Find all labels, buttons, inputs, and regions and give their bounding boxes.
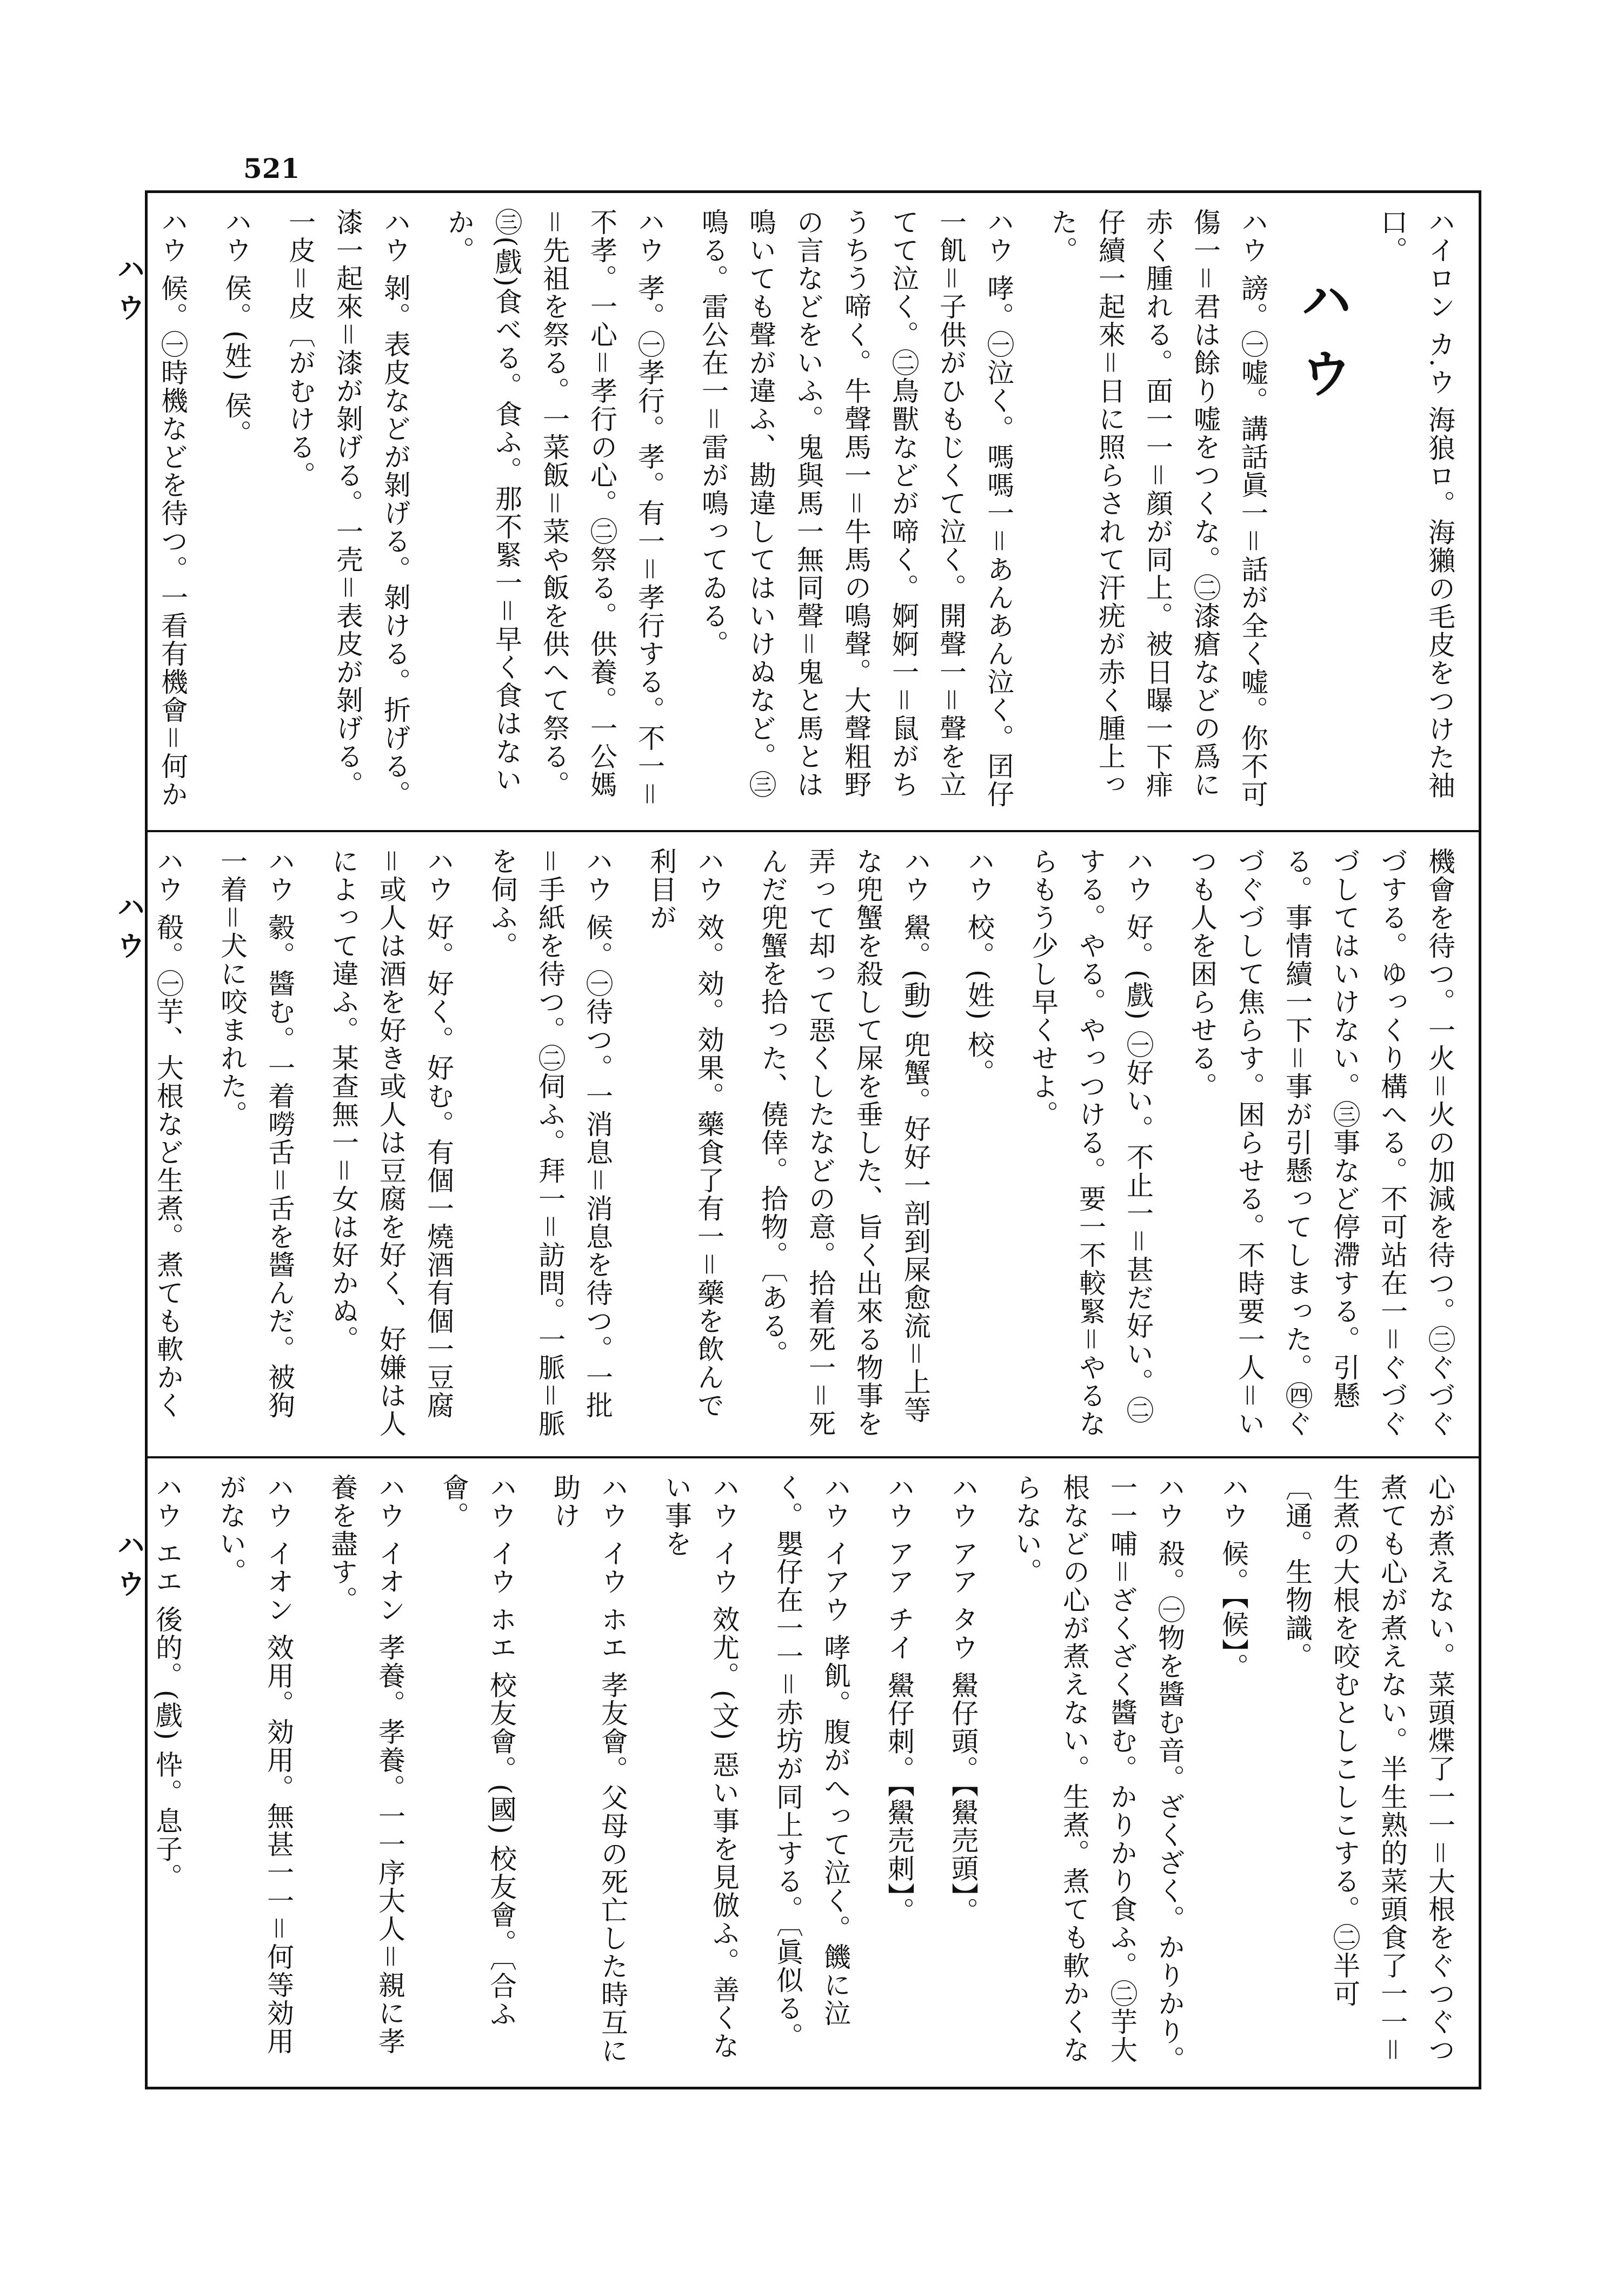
page-number: 521 — [243, 152, 300, 184]
section-heading: ハウ — [1292, 273, 1353, 420]
dictionary-entry: ハウ 侯。(姓) 侯。 — [221, 208, 252, 448]
dictionary-entry: ハウ 好。好く。好む。有個一燒酒有個一豆腐＝或人は酒を好き或人は豆腐を好く、好嫌は人によって違ふ。某查無一＝女は好かぬ。 — [328, 847, 454, 1438]
dictionary-entry: 機會を待つ。一火＝火の加減を待つ。㊁ぐづぐづする。ゆっくり構へる。不可站在一＝ぐづぐづしてはいけない。㊂事など停滯する。引懸る。事情續一下＝事が引懸ってしまった。㊃ぐづぐづして焦らす。困らせる。不時要一人＝いつも人を困らせる。 — [1186, 847, 1455, 1438]
band-bottom — [148, 1456, 1479, 2087]
dictionary-entry: ハウ 孝。㊀孝行。孝。有一＝孝行する。不一＝不孝。一心＝孝行の心。㊁祭る。供養。一公媽＝先祖を祭る。一菜飯＝菜や飯を供へて祭る。㊂(戲)食べる。食ふ。那不緊一＝早く食はないか。 — [443, 208, 665, 808]
band-middle — [148, 830, 1479, 1456]
dictionary-entry: ハウ 好。(戲) ㊀好い。不止一＝甚だ好い。㊁する。やる。やっつける。要一不較緊＝やるならもう少し早くせよ。 — [1027, 847, 1154, 1438]
dictionary-entry: ハウ イオン 效用。効用。無甚一一＝何等効用がない。 — [215, 1474, 294, 2055]
dictionary-entry: ハウ 殺。㊀物を醬む音。ざくざく。かりかり。一一哺＝ざくざく醬む。かりかり食ふ。㊁芋大根などの心が煮えない。生煮。煮ても軟かくならない。 — [1011, 1474, 1185, 2074]
dictionary-entry: ハウ イウ 效尤。(文) 惡い事を見倣ふ。善くない事を — [661, 1474, 740, 2060]
dictionary-entry: ハウ 效。効。効果。藥食了有一＝藥を飲んで利目が — [646, 847, 724, 1419]
dictionary-entry: ハウ 鱟。(動) 兜蟹。好好一剖到屎愈流＝上等な兜蟹を殺して屎を垂した、旨く出來る物事を弄って却って惡くしたなどの意。拾着死一＝死んだ兜蟹を拾った、僥倖。拾物。〔ある。 — [757, 847, 931, 1438]
side-label-middle: ハウ — [112, 892, 145, 970]
dictionary-frame — [145, 190, 1481, 2089]
dictionary-entry: ハウ イウ ホエ 校友會。(國) 校友會。〔合ふ會。 — [438, 1474, 517, 2028]
dictionary-entry: ハウ 候。㊀時機などを待つ。一看有機會＝何か — [157, 208, 188, 808]
dictionary-entry: ハウ 哮。㊀泣く。嗎嗎一＝あんあん泣く。囝仔一飢＝子供がひもじくて泣く。開聲一＝聲を立てて泣く。㊁鳥獸などが啼く。婀婀一＝鼠がちうちう啼く。牛聲馬一＝牛馬の鳴聲。大聲粗野の言などをいふ。鬼與馬一無同聲＝鬼と馬とは鳴いても聲が違ふ、勘違してはいけぬなど。㊂鳴る。雷公在一＝雷が鳴ってゐる。 — [697, 208, 1014, 808]
dictionary-entry: ハウ 殽。㊀芋、大根など生煮。煮ても軟かく — [152, 847, 184, 1419]
dictionary-entry: ハウ イオン 孝養。孝養。一一序大人＝親に孝養を盡す。 — [327, 1474, 405, 2055]
side-label-bottom: ハウ — [112, 1530, 145, 1608]
dictionary-entry: ハイロン カ.ウ 海狼ロ。海獺の毛皮をつけた袖口。 — [1376, 208, 1455, 800]
dictionary-entry: ハウ 謗。㊀嘘。講話眞一＝話が全く嘘。你不可傷一＝君は餘り嘘をつくな。㊁漆瘡などの爲に赤く腫れる。面一一＝顔が同上。被日曝一下痱仔續一起來＝日に照らされて汗疣が赤く腫上った。 — [1047, 208, 1268, 808]
dictionary-entry: ハウ 剝。表皮などが剝げる。剝ける。折げる。漆一起來＝漆が剝げる。一壳＝表皮が剝げる。一皮＝皮〔がむける。 — [284, 208, 411, 808]
side-label-top: ハウ — [112, 254, 145, 332]
dictionary-entry: ハウ 候。㊀待つ。一消息＝消息を待つ。一批＝手紙を待つ。㊁伺ふ。拜一＝訪問。一脈＝脈を伺ふ。 — [487, 847, 613, 1438]
dictionary-entry: ハウ アア タウ 鱟仔頭。【鱟売頭】。 — [947, 1474, 979, 1926]
dictionary-entry: ハウ イアウ 哮飢。腹がへって泣く。饑に泣く。嬰仔在一一＝赤坊が同上する。〔眞似る。 — [772, 1474, 851, 2051]
dictionary-entry: ハウ アア チイ 鱟仔刺。【鱟売刺】。 — [883, 1474, 915, 1926]
dictionary-entry: ハウ 校。(姓) 校。 — [963, 847, 995, 1087]
dictionary-entry: 心が煮えない。菜頭煠了一一＝大根をぐつぐつ煮ても心が煮えない。半生熟的菜頭食了一一＝生煮の大根を咬むとしこしこする。㊁半可〔通。生物識。 — [1281, 1474, 1455, 2064]
dictionary-entry: ハウ 豰。醬む。一着嘮舌＝舌を醬んだ。被狗一着＝犬に咬まれた。 — [216, 847, 295, 1419]
band-bottom-columns — [151, 1474, 1464, 2076]
dictionary-entry: ハウ エエ 後的。(戲) 忰。息子。 — [151, 1474, 183, 1892]
band-top — [148, 193, 1479, 830]
dictionary-entry: ハウ 候。【候】。 — [1218, 1474, 1249, 1681]
band-middle-columns — [152, 847, 1464, 1445]
band-top-columns — [157, 208, 1464, 819]
dictionary-entry: ハウ イウ ホエ 孝友會。父母の死亡した時互に助け — [549, 1474, 628, 2065]
